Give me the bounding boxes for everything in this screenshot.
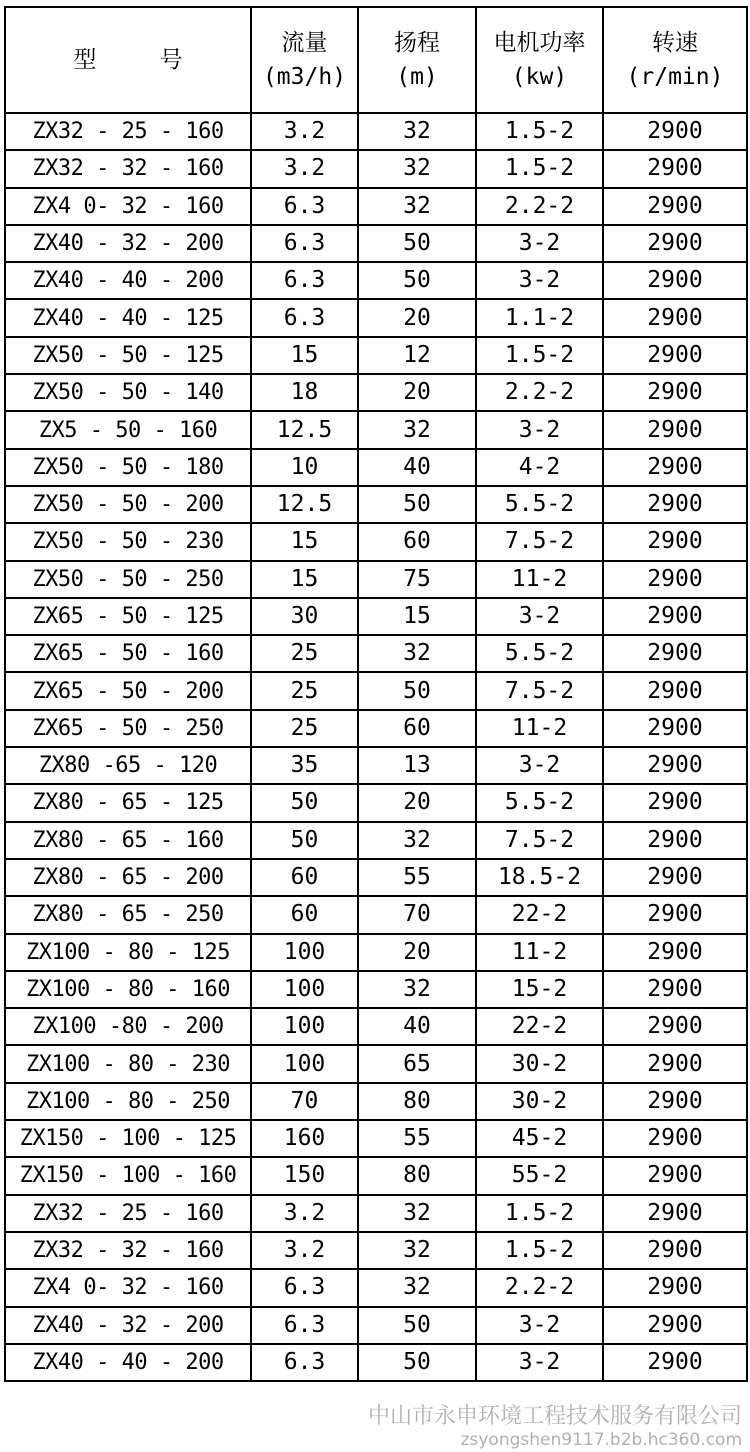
table-row [5,1232,747,1269]
table-row [5,859,747,896]
cell-flow: 25 [251,635,358,672]
cell-speed: 2900 [603,1232,747,1269]
table-row [5,1045,747,1082]
cell-model: ZX50 - 50 - 200 [5,486,251,523]
table-row [5,896,747,933]
cell-head: 70 [358,896,476,933]
header-flow [251,7,358,113]
cell-power: 1.1-2 [476,299,603,336]
watermark-url: zsyongshen9117.b2b.hc360.com [460,1430,742,1450]
cell-head: 50 [358,262,476,299]
cell-model: ZX80 - 65 - 200 [5,859,251,896]
cell-flow: 15 [251,523,358,560]
header-head-label: 扬程 [394,30,440,56]
cell-speed: 2900 [603,337,747,374]
cell-speed: 2900 [603,299,747,336]
cell-flow: 160 [251,1120,358,1157]
cell-speed: 2900 [603,225,747,262]
table-row [5,672,747,709]
header-flow-label: 流量 [281,30,328,56]
cell-model: ZX80 - 65 - 125 [5,784,251,821]
cell-flow: 25 [251,710,358,747]
table-row [5,337,747,374]
cell-speed: 2900 [603,784,747,821]
cell-flow: 3.2 [251,1195,358,1232]
cell-power: 7.5-2 [476,672,603,709]
cell-model: ZX65 - 50 - 160 [5,635,251,672]
cell-power: 1.5-2 [476,337,603,374]
cell-head: 40 [358,449,476,486]
cell-model: ZX50 - 50 - 230 [5,523,251,560]
cell-flow: 12.5 [251,486,358,523]
cell-model: ZX40 - 32 - 200 [5,225,251,262]
table-row [5,262,747,299]
table-row [5,486,747,523]
cell-power: 30-2 [476,1045,603,1082]
cell-head: 55 [358,1120,476,1157]
table-row [5,188,747,225]
cell-head: 32 [358,150,476,187]
cell-head: 55 [358,859,476,896]
cell-power: 1.5-2 [476,113,603,150]
cell-model: ZX50 - 50 - 140 [5,374,251,411]
cell-speed: 2900 [603,262,747,299]
cell-head: 32 [358,113,476,150]
cell-power: 2.2-2 [476,374,603,411]
cell-model: ZX100 -80 - 200 [5,1008,251,1045]
cell-head: 50 [358,225,476,262]
table-row [5,411,747,448]
cell-model: ZX65 - 50 - 125 [5,598,251,635]
cell-flow: 6.3 [251,262,358,299]
cell-head: 80 [358,1083,476,1120]
cell-power: 3-2 [476,1344,603,1381]
cell-flow: 50 [251,822,358,859]
cell-head: 65 [358,1045,476,1082]
cell-power: 15-2 [476,971,603,1008]
table-row [5,971,747,1008]
cell-flow: 100 [251,1008,358,1045]
cell-head: 75 [358,561,476,598]
cell-model: ZX100 - 80 - 250 [5,1083,251,1120]
cell-speed: 2900 [603,859,747,896]
cell-model: ZX65 - 50 - 200 [5,672,251,709]
cell-flow: 50 [251,784,358,821]
cell-power: 22-2 [476,896,603,933]
cell-model: ZX50 - 50 - 125 [5,337,251,374]
cell-head: 80 [358,1157,476,1194]
cell-flow: 60 [251,859,358,896]
cell-flow: 6.3 [251,1344,358,1381]
cell-flow: 6.3 [251,299,358,336]
cell-speed: 2900 [603,523,747,560]
table-row [5,747,747,784]
table-row [5,598,747,635]
cell-head: 13 [358,747,476,784]
cell-speed: 2900 [603,635,747,672]
cell-speed: 2900 [603,449,747,486]
table-row [5,1344,747,1381]
cell-model: ZX32 - 32 - 160 [5,1232,251,1269]
cell-head: 32 [358,188,476,225]
header-power [476,7,603,113]
cell-model: ZX65 - 50 - 250 [5,710,251,747]
cell-speed: 2900 [603,486,747,523]
cell-flow: 100 [251,934,358,971]
cell-speed: 2900 [603,598,747,635]
cell-model: ZX150 - 100 - 125 [5,1120,251,1157]
cell-model: ZX32 - 25 - 160 [5,113,251,150]
table-row [5,449,747,486]
cell-head: 50 [358,486,476,523]
cell-power: 1.5-2 [476,1195,603,1232]
cell-head: 20 [358,299,476,336]
cell-flow: 100 [251,1045,358,1082]
table-row [5,523,747,560]
cell-power: 3-2 [476,262,603,299]
cell-speed: 2900 [603,1083,747,1120]
cell-power: 1.5-2 [476,150,603,187]
table-row [5,1157,747,1194]
cell-flow: 25 [251,672,358,709]
table-row [5,225,747,262]
table-row [5,635,747,672]
cell-model: ZX40 - 32 - 200 [5,1307,251,1344]
cell-flow: 35 [251,747,358,784]
cell-speed: 2900 [603,374,747,411]
cell-speed: 2900 [603,934,747,971]
table-row [5,1008,747,1045]
cell-speed: 2900 [603,561,747,598]
cell-flow: 15 [251,337,358,374]
cell-model: ZX100 - 80 - 125 [5,934,251,971]
cell-power: 5.5-2 [476,784,603,821]
cell-power: 7.5-2 [476,822,603,859]
cell-flow: 3.2 [251,113,358,150]
cell-head: 12 [358,337,476,374]
cell-model: ZX100 - 80 - 160 [5,971,251,1008]
cell-model: ZX40 - 40 - 200 [5,1344,251,1381]
cell-power: 3-2 [476,747,603,784]
header-flow-unit: (m3/h) [262,64,347,90]
cell-power: 55-2 [476,1157,603,1194]
cell-speed: 2900 [603,113,747,150]
cell-model: ZX80 - 65 - 250 [5,896,251,933]
cell-speed: 2900 [603,747,747,784]
cell-power: 7.5-2 [476,523,603,560]
cell-power: 11-2 [476,710,603,747]
cell-flow: 6.3 [251,225,358,262]
header-model [5,7,251,113]
cell-model: ZX32 - 25 - 160 [5,1195,251,1232]
cell-head: 32 [358,1269,476,1306]
table-row [5,934,747,971]
table-row [5,710,747,747]
cell-model: ZX80 -65 - 120 [5,747,251,784]
header-model-label: 型 号 [73,47,211,73]
cell-model: ZX32 - 32 - 160 [5,150,251,187]
cell-flow: 100 [251,971,358,1008]
cell-speed: 2900 [603,672,747,709]
cell-power: 3-2 [476,1307,603,1344]
cell-flow: 6.3 [251,188,358,225]
cell-flow: 10 [251,449,358,486]
cell-flow: 3.2 [251,1232,358,1269]
table-row [5,1195,747,1232]
cell-power: 4-2 [476,449,603,486]
header-head [358,7,476,113]
cell-speed: 2900 [603,1195,747,1232]
cell-model: ZX40 - 40 - 125 [5,299,251,336]
table-row [5,299,747,336]
table-row [5,374,747,411]
cell-head: 15 [358,598,476,635]
cell-power: 2.2-2 [476,1269,603,1306]
cell-head: 60 [358,710,476,747]
cell-flow: 15 [251,561,358,598]
header-speed-label: 转速 [652,30,698,56]
table-row [5,1083,747,1120]
cell-head: 40 [358,1008,476,1045]
header-speed-unit: (r/min) [626,64,724,90]
table-row [5,1120,747,1157]
cell-head: 20 [358,784,476,821]
cell-head: 50 [358,1344,476,1381]
cell-flow: 150 [251,1157,358,1194]
cell-flow: 3.2 [251,150,358,187]
pump-spec-table [4,6,748,1382]
cell-head: 20 [358,374,476,411]
cell-speed: 2900 [603,411,747,448]
cell-head: 32 [358,1232,476,1269]
cell-power: 22-2 [476,1008,603,1045]
cell-speed: 2900 [603,822,747,859]
cell-model: ZX50 - 50 - 250 [5,561,251,598]
cell-speed: 2900 [603,150,747,187]
cell-flow: 70 [251,1083,358,1120]
cell-power: 3-2 [476,411,603,448]
cell-model: ZX4 0- 32 - 160 [5,1269,251,1306]
cell-model: ZX150 - 100 - 160 [5,1157,251,1194]
table-row [5,1269,747,1306]
cell-power: 3-2 [476,225,603,262]
cell-model: ZX50 - 50 - 180 [5,449,251,486]
cell-head: 32 [358,971,476,1008]
cell-head: 32 [358,411,476,448]
cell-flow: 6.3 [251,1307,358,1344]
cell-power: 5.5-2 [476,635,603,672]
table-row [5,113,747,150]
cell-head: 32 [358,822,476,859]
cell-power: 1.5-2 [476,1232,603,1269]
header-head-unit: (m) [396,64,438,90]
cell-power: 11-2 [476,561,603,598]
cell-head: 50 [358,1307,476,1344]
table-header [5,7,747,113]
table-row [5,561,747,598]
header-speed [603,7,747,113]
cell-head: 32 [358,635,476,672]
cell-speed: 2900 [603,1120,747,1157]
cell-model: ZX80 - 65 - 160 [5,822,251,859]
cell-power: 3-2 [476,598,603,635]
cell-model: ZX5 - 50 - 160 [5,411,251,448]
cell-model: ZX4 0- 32 - 160 [5,188,251,225]
cell-flow: 30 [251,598,358,635]
table-row [5,784,747,821]
table-row [5,1307,747,1344]
cell-power: 30-2 [476,1083,603,1120]
cell-head: 50 [358,672,476,709]
cell-speed: 2900 [603,971,747,1008]
watermark-company: 中山市永申环境工程技术服务有限公司 [367,1404,742,1429]
cell-power: 18.5-2 [476,859,603,896]
cell-speed: 2900 [603,1008,747,1045]
cell-speed: 2900 [603,1157,747,1194]
cell-head: 60 [358,523,476,560]
cell-speed: 2900 [603,1344,747,1381]
table-row [5,822,747,859]
cell-flow: 18 [251,374,358,411]
table-body [5,113,747,1381]
cell-speed: 2900 [603,710,747,747]
cell-speed: 2900 [603,1269,747,1306]
cell-power: 5.5-2 [476,486,603,523]
header-power-unit: (kw) [511,64,568,90]
cell-model: ZX40 - 40 - 200 [5,262,251,299]
table-row [5,150,747,187]
cell-speed: 2900 [603,188,747,225]
cell-flow: 12.5 [251,411,358,448]
cell-power: 2.2-2 [476,188,603,225]
cell-model: ZX100 - 80 - 230 [5,1045,251,1082]
cell-speed: 2900 [603,1045,747,1082]
cell-power: 45-2 [476,1120,603,1157]
cell-head: 20 [358,934,476,971]
cell-power: 11-2 [476,934,603,971]
cell-speed: 2900 [603,896,747,933]
header-row [5,7,747,113]
cell-speed: 2900 [603,1307,747,1344]
cell-flow: 60 [251,896,358,933]
cell-head: 32 [358,1195,476,1232]
cell-flow: 6.3 [251,1269,358,1306]
header-power-label: 电机功率 [493,30,586,56]
